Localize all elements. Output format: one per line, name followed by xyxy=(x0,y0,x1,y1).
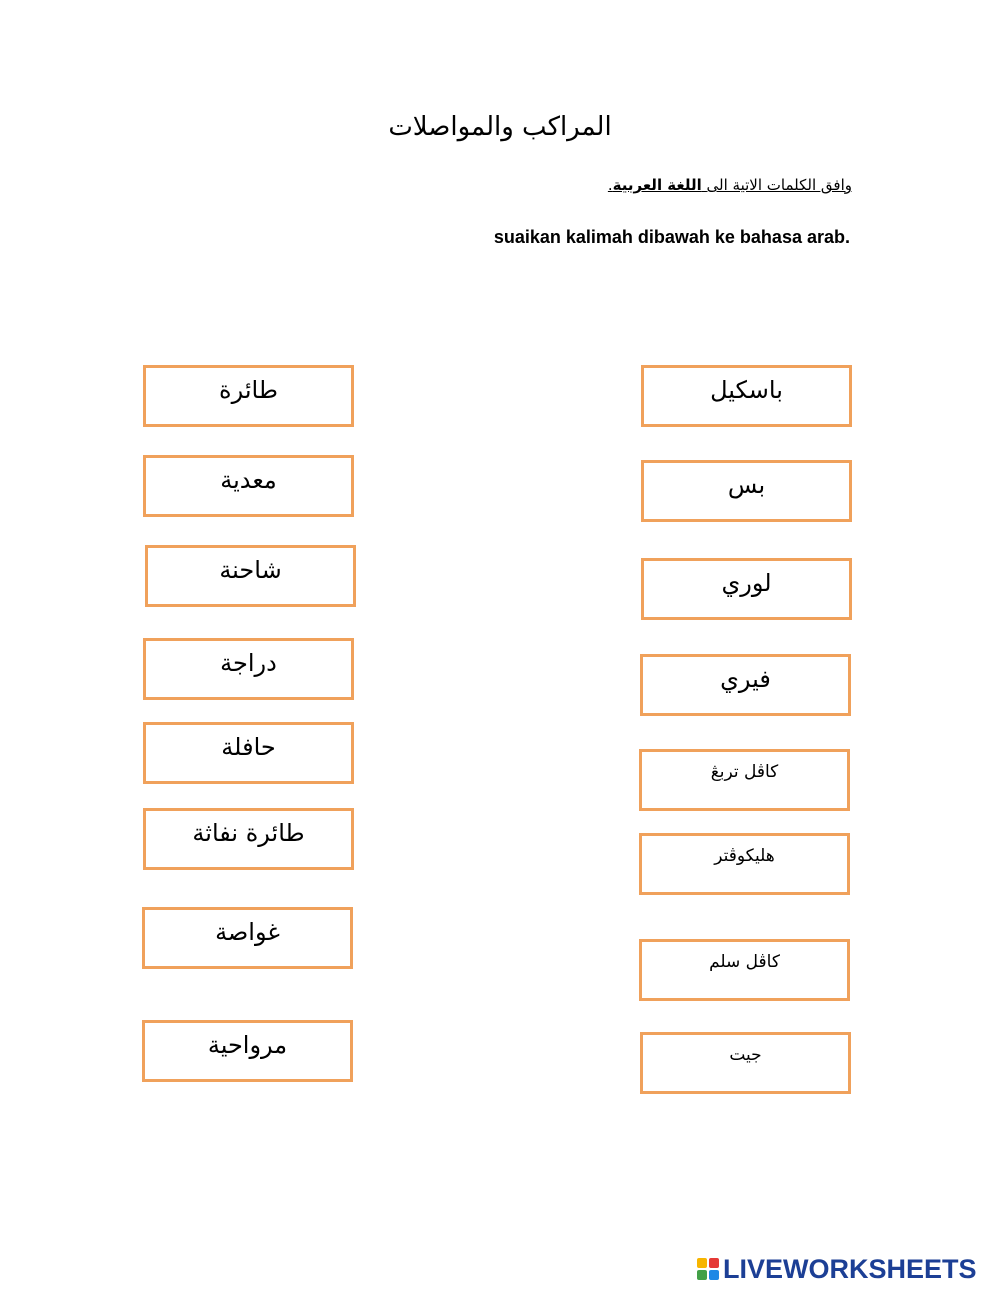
right-card-2[interactable] xyxy=(641,460,852,522)
liveworksheets-logo xyxy=(697,1254,977,1284)
right-card-label: كاڤل سلم xyxy=(709,952,780,972)
instruction-arabic-text: وافق الكلمات الاتية الى xyxy=(706,176,852,194)
right-card-5[interactable] xyxy=(639,749,850,811)
right-card-8[interactable] xyxy=(640,1032,851,1094)
left-card-5[interactable] xyxy=(143,722,354,784)
page-title: المراكب والمواصلات xyxy=(388,112,612,142)
left-card-label: مرواحية xyxy=(207,1031,288,1059)
left-card-label: دراجة xyxy=(220,649,277,677)
left-card-1[interactable] xyxy=(143,365,354,427)
right-card-label: لوري xyxy=(721,569,772,597)
instruction-arabic-period: . xyxy=(607,176,613,194)
logo-cubes-icon xyxy=(697,1258,719,1280)
right-card-label: جيت xyxy=(729,1045,762,1065)
right-card-4[interactable] xyxy=(640,654,851,716)
right-card-label: هليكوڤتر xyxy=(714,846,775,866)
right-card-7[interactable] xyxy=(639,939,850,1001)
left-card-label: غواصة xyxy=(215,918,280,946)
left-card-label: شاحنة xyxy=(219,556,282,584)
right-card-3[interactable] xyxy=(641,558,852,620)
left-card-7[interactable] xyxy=(142,907,353,969)
left-card-8[interactable] xyxy=(142,1020,353,1082)
left-card-label: طائرة xyxy=(219,376,278,404)
instruction-arabic xyxy=(608,176,852,194)
right-card-label: كاڤل تربڠ xyxy=(710,762,779,782)
left-card-2[interactable] xyxy=(143,455,354,517)
left-card-4[interactable] xyxy=(143,638,354,700)
right-card-label: فيري xyxy=(720,665,771,693)
right-card-label: باسكيل xyxy=(710,376,783,404)
right-card-6[interactable] xyxy=(639,833,850,895)
instruction-arabic-bold: اللغة العربية xyxy=(612,176,702,194)
instruction-malay: suaikan kalimah dibawah ke bahasa arab. xyxy=(493,227,850,247)
left-card-label: طائرة نفاثة xyxy=(192,819,305,847)
left-card-label: معدية xyxy=(220,466,277,494)
left-card-6[interactable] xyxy=(143,808,354,870)
logo-text: LIVEWORKSHEETS xyxy=(723,1253,977,1284)
left-card-3[interactable] xyxy=(145,545,356,607)
left-card-label: حافلة xyxy=(221,733,276,761)
right-card-1[interactable] xyxy=(641,365,852,427)
right-card-label: بس xyxy=(727,471,766,499)
